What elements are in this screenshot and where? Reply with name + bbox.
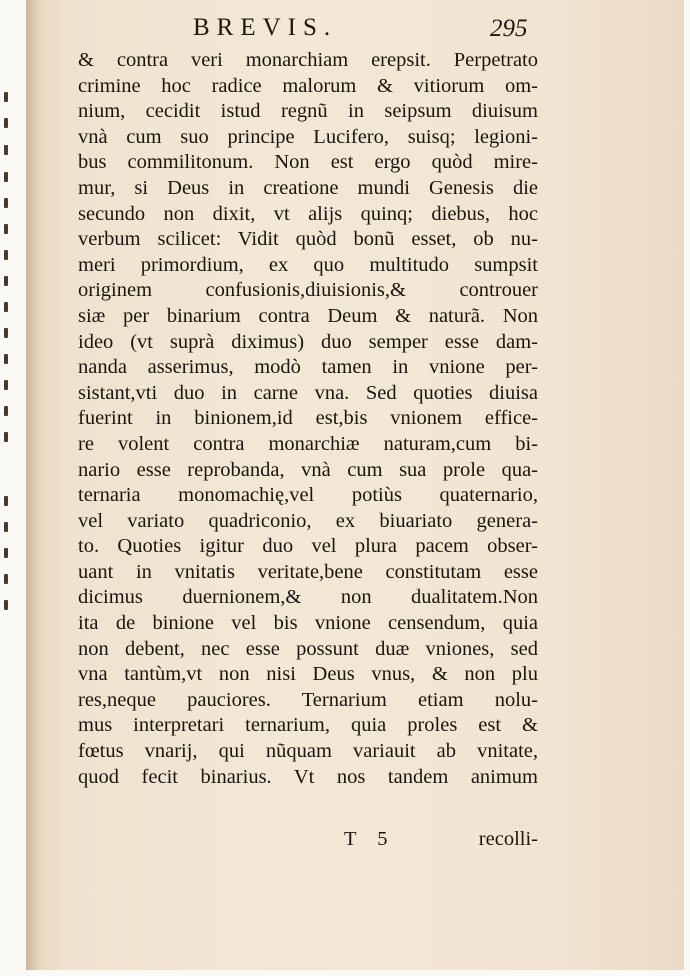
text-line: nanda asserimus, modò tamen in vnione per- [78,356,538,379]
facing-page-edge-marks [0,0,26,976]
text-line: fuerint in binionem,id est,bis vnionem effice- [78,407,538,430]
text-line: ita de binione vel bis vnione censendum, quia [78,612,538,635]
text-line: vna tantùm,vt non nisi Deus vnus, & non plu [78,663,538,686]
signature-mark: T 5 [344,828,396,850]
text-line: dicimus duernionem,& non dualitatem.Non [78,586,538,609]
text-line: res,neque pauciores. Ternarium etiam nolu- [78,688,538,711]
text-line: siæ per binarium contra Deum & naturã. Non [78,304,538,327]
text-line: quod fecit binarius. Vt nos tandem animum [78,765,538,788]
text-line: fœtus vnarij, qui nũquam variauit ab vnitate, [78,740,538,763]
running-title: BREVIS. [193,14,338,41]
text-line: sistant,vti duo in carne vna. Sed quoties diuisa [78,381,538,404]
text-line: & contra veri monarchiam erepsit. Perpetrato [78,49,538,71]
text-line: secundo non dixit, vt alijs quinq; diebus, hoc [78,202,538,225]
text-line: nium, cecidit istud regnũ in seipsum diuisum [78,100,538,123]
text-line: to. Quoties igitur duo vel plura pacem obser- [78,535,538,558]
body-text [78,48,538,790]
text-line: mus interpretari ternarium, quia proles est & [78,714,538,737]
page-gutter-shadow [26,0,40,970]
text-line: nario esse reprobanda, vnà cum sua prole qua- [78,458,538,481]
text-line: ideo (vt suprà diximus) duo semper esse dam- [78,330,538,353]
text-line: crimine hoc radice malorum & vitiorum om- [78,74,538,97]
text-line: mur, si Deus in creatione mundi Genesis die [78,176,538,199]
page-header [0,8,690,48]
text-line: meri primordium, ex quo multitudo sumpsit [78,253,538,276]
text-line: bus commilitonum. Non est ergo quòd mire- [78,151,538,174]
page-number: 295 [490,15,528,42]
text-line: re volent contra monarchiæ naturam,cum bi- [78,432,538,455]
text-line: verbum scilicet: Vidit quòd bonũ esset, ob nu- [78,228,538,251]
text-line: vel variato quadriconio, ex biuariato genera- [78,509,538,532]
text-line: uant in vnitatis veritate,bene constitutam esse [78,560,538,583]
text-line: ternaria monomachię,vel potiùs quaternario, [78,484,538,507]
text-line: originem confusionis,diuisionis,& controuer [78,279,538,302]
page-footer [78,828,538,858]
catchword: recolli- [478,828,538,850]
text-line: vnà cum suo principe Lucifero, suisq; legioni- [78,125,538,148]
text-line: non debent, nec esse possunt duæ vniones, sed [78,637,538,660]
